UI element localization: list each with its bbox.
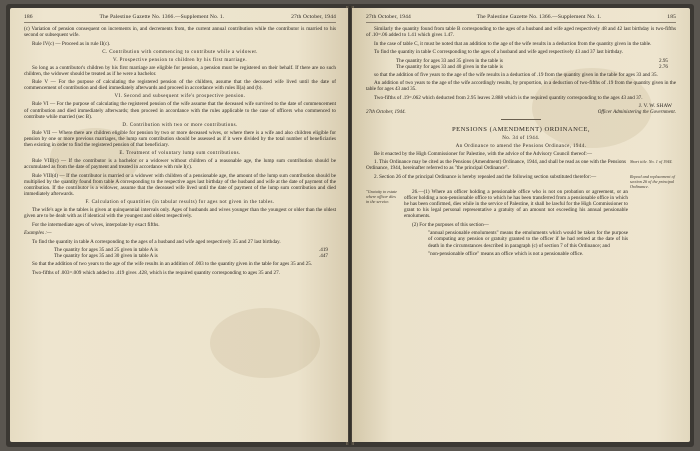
rule-text: Rule VIII(d) — If the contributor is married or a widower with children of a pensionable age, the amount of the lump sum contribution should be multiplied by the quantity found from table A corresponding to the respective ages last birthday of the husband and wife at the date of payment of the contribution. If the contributor is a widower, assume that the deceased wife lived until the date of payment of the lump sum contribution and died immediately afterwards.: [24, 172, 336, 197]
examples-label: Examples :—: [24, 230, 52, 237]
rule-text: Rule VII — Where there are children eligible for pension by two or more deceased wives, or where there is a wife and also children eligible for pension by one or more previous marriages, the lump sum contribution should be assessed as if it were divided by the total number of beneficiaries then existing in order to find the registered pension of that beneficiary.: [24, 129, 336, 148]
section-heading: C. Contribution with commencing to contribute while a widower.: [102, 49, 258, 55]
divider: [501, 119, 541, 120]
book-spread: [6, 4, 694, 447]
paragraph: In the case of table C, it must be noted that an addition to the age of the wife results in a deduction from the quantity given in the table.: [374, 40, 652, 47]
section-heading: F. Calculation of quantities (in tabular results) for ages not given in the tables.: [85, 199, 275, 205]
gazette-title: The Palestine Gazette No. 1366.—Supplement No. 1.: [99, 14, 225, 20]
paragraph: To find the quantity in table C corresponding to the ages of a husband and wife aged respectively 43 and 37 last birthday.: [374, 49, 623, 56]
gazette-title: The Palestine Gazette No. 1366.—Supplement No. 1.: [476, 14, 602, 20]
rule-text: Rule VI — For the purpose of calculating the registered pension of the wife assume that the deceased wife survived to the date of commencement of contribution and died immediately afterwards; then proceed in accordance with the rules applicable to the case of officers who commenced to contribute while married (sec B).: [24, 101, 336, 120]
quantity-row: The quantity for ages 35 and 30 given in table A is .447: [54, 253, 328, 260]
left-page: [10, 8, 348, 442]
paragraph: So long as a contributor's children by his first marriage are eligible for pension, a pension must be registered on their behalf. If there are no such children, the widower should be treated as if he were a bachelor.: [24, 64, 336, 77]
paragraph: The wife's age in the tables is given at quinquennial intervals only. Ages of husbands and wives younger than the youngest or older than the oldest given are to be dealt with as if identical with the youngest and oldest respectively.: [24, 206, 336, 220]
section-26: "Gratuity to estate where officer dies in the service. 26.—(1) Where an officer holding a pensionable office who is not on probation or agreement, or an officer holding a non-pensionable office to which he has been transferred from a pensionable office in which he has been confirmed, dies while in the service of Palestine, it shall be lawful for the High Commissioner to grant to his legal personal representative a gratuity of an amount not exceeding his annual pensionable emoluments. (2) For the purposes of this section— "annual pensionable emoluments" means the emoluments which would be taken for the purpose of computing any pension or gratuity granted to the officer if he had retired at the date of his death in the circumstances described in paragraph (c) of section 7 of this Ordinance; and "non-pensionable office" means an office which is not a pensionable office.: [366, 189, 676, 260]
ordinance-subtitle: An Ordinance to amend the Pensions Ordinance, 1944.: [455, 143, 587, 149]
paragraph: Two-fifths of .19=.062 which deducted from 2.95 leaves 2.888 which is the required quantity corresponding to the ages 43 and 37.: [374, 94, 643, 101]
rule-text: Rule V — For the purpose of calculating the registered pension of the children, assume that the deceased wife lived until the date of commencement of contribution and died immediately afterwards and proceed in accordance with rules II(a) and (b).: [24, 79, 336, 92]
section-1: 1. This Ordinance may be cited as the Pensions (Amendment) Ordinance, 1944, and shall be read as one with the Pensions Ordinance, 1944, hereinafter referred to as "the principal Ordinance". Short title. No. 1 of 1944.: [366, 159, 676, 174]
section-heading: E. Treatment of voluntary lump sum contributions.: [119, 151, 241, 156]
quantity-row: The quantity for ages 35 and 25 given in table A is .419: [54, 246, 328, 253]
paragraph: so that the addition of five years to the age of the wife results in a deduction of .19 from the quantity given in the table for ages 33 and 35.: [374, 71, 658, 78]
ordinance-title: PENSIONS (AMENDMENT) ORDINANCE,: [451, 125, 591, 133]
paragraph: Similarly the quantity found from table B corresponding to the ages of a husband and wife aged respectively 48 and 42 last birthday is two-fifths of .10=.06 added to 1.41 which gives 1.47.: [366, 26, 676, 39]
section-2: 2. Section 26 of the principal Ordinance is hereby repealed and the following section substituted therefor:— Repeal and replacement of section 26 of the principal Ordinance.: [374, 173, 675, 189]
paragraph: So that the addition of two years to the age of the wife results in an addition of .003 to the quantity given in the table for ages 35 and 25.: [32, 261, 313, 268]
paragraph: (c) Variation of pension consequent on increments in, and decrements from, the current annual contribution while the contributor is married to his second or subsequent wife.: [24, 26, 336, 39]
enacting-clause: Be it enacted by the High Commissioner for Palestine, with the advice of the Advisory Council thereof:—: [374, 150, 593, 157]
paragraph: For the intermediate ages of wives, interpolate by exact fifths.: [32, 221, 160, 228]
margin-note: Short title. No. 1 of 1944.: [630, 159, 673, 165]
margin-note: "Gratuity to estate where officer dies in the service.: [366, 189, 398, 205]
ordinance-number: No. 34 of 1944.: [502, 135, 540, 141]
signature-name: J. V. W. SHAW: [638, 103, 672, 110]
signature-title: Officer Administering the Government.: [597, 109, 676, 115]
right-page-header: [366, 14, 676, 23]
paragraph: An addition of two years to the age of the wife accordingly results, by proportion, in a deduction of two-fifths of .19 from the quantity given in the table for ages 43 and 35.: [366, 80, 676, 93]
section-heading: D. Contribution with two or more contributions.: [122, 122, 238, 128]
signature-date: 27th October, 1944.: [366, 109, 406, 115]
quantity-row: The quantity for ages 33 and 35 given in the table is 2.95: [396, 57, 668, 64]
margin-note: Repeal and replacement of section 26 of the principal Ordinance.: [630, 173, 675, 189]
quantity-row: The quantity for ages 33 and 40 given in the table is 2.76: [396, 63, 668, 70]
paragraph: To find the quantity in table A corresponding to the ages of a husband and wife aged respectively 35 and 27 last birthday.: [32, 238, 281, 245]
page-number: 185: [667, 14, 676, 20]
page-number: 186: [24, 14, 33, 20]
paragraph: Two-fifths of .003=.009 which added to .419 gives .428, which is the required quantity corresponding to ages 35 and 27.: [32, 269, 280, 276]
section-heading: VI. Second and subsequent wife's prospective pension.: [114, 94, 246, 100]
right-page: [352, 8, 690, 442]
issue-date: 27th October, 1944: [291, 14, 336, 20]
section-heading: V. Prospective pension to children by his first marriage.: [112, 57, 248, 63]
left-page-header: [24, 14, 336, 23]
rule-text: Rule VIII(c) — If the contributor is a bachelor or a widower without children of a reasonable age, the lump sum contribution should be accumulated as from the date of payment and treated in accordance with rule I(c).: [24, 158, 336, 171]
issue-date: 27th October, 1944: [366, 14, 411, 20]
rule-text: Rule IV(c) — Proceed as in rule II(c).: [32, 40, 111, 47]
